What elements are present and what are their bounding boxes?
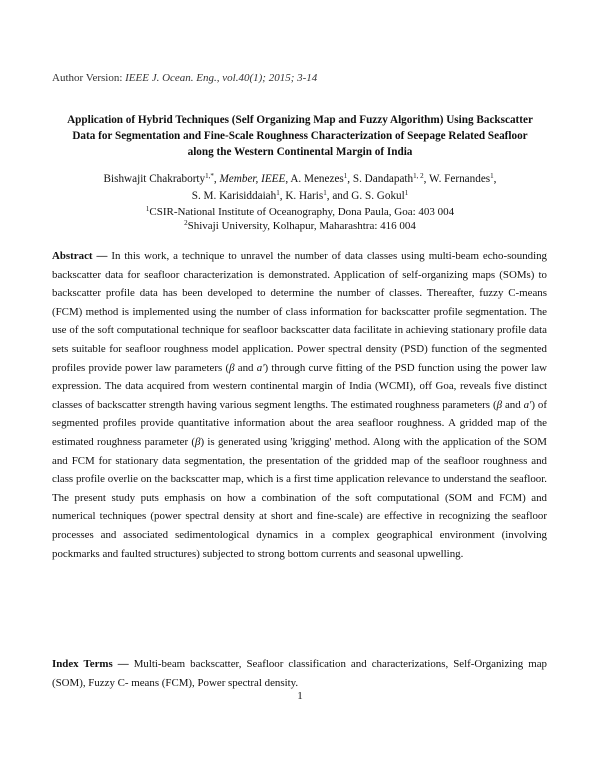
author-sup: 1,* bbox=[205, 172, 214, 180]
author-line-2: S. M. Karisiddaiah$^1$, K. Haris$^1$, and G. S. Gokul$^1$ bbox=[191, 189, 409, 202]
affiliations bbox=[60, 205, 540, 233]
abstract-text: and bbox=[502, 398, 524, 411]
affiliation-text: Shivaji University, Kolhapur, Maharashtra: 416 004 bbox=[187, 220, 416, 232]
title-line-3: along the Western Continental Margin of India bbox=[187, 146, 413, 158]
a-prime-symbol: a' bbox=[256, 361, 265, 374]
author-name: A. Menezes bbox=[290, 173, 344, 185]
abstract bbox=[52, 247, 547, 563]
abstract-text: In this work, a technique to unravel the number of data classes using multi-beam echo-sounding backscatter data for seafloor characterization is demonstrated. Application of self-organizing maps (SOMs) to backscatter profile data has been developed to determine the number of classes. Thereafter, fuzzy C-means (FCM) method is implemented using the number of class information for backscatter profile segmentation. The use of the soft computational technique for seafloor backscatter data facilitate in achieving stationary profile data sets suitable for seafloor roughness model application. Power spectral density (PSD) function of the segmented profiles provide power law parameters ( bbox=[52, 250, 548, 374]
title-line-2: Data for Segmentation and Fine-Scale Roughness Characterization of Seepage Related Seafloor bbox=[72, 130, 528, 142]
index-terms-text: Multi-beam backscatter, Seafloor classification and characterizations, Self-Organizing map (SOM), Fuzzy C- means (FCM), Power spectral density. bbox=[52, 658, 548, 689]
affiliation-1 bbox=[60, 205, 540, 219]
author-line-1: Bishwajit Chakraborty$^{1,*}$, Member, IEEE, A. Menezes$^1$, S. Dandapath$^{1, 2}$, W. Fernandes$^1$, bbox=[103, 172, 497, 185]
index-terms-label: Index Terms — bbox=[52, 658, 129, 670]
paper-title bbox=[40, 112, 560, 160]
a-prime-symbol: a' bbox=[523, 398, 532, 411]
author-name: S. M. Karisiddaiah bbox=[191, 190, 277, 202]
affiliation-sup: 2 bbox=[184, 219, 188, 227]
author-version-line bbox=[52, 72, 317, 84]
abstract-text: and bbox=[234, 361, 257, 374]
author-name: K. Haris bbox=[285, 190, 324, 202]
affiliation-2 bbox=[60, 219, 540, 233]
author-version-prefix: Author Version: bbox=[52, 72, 126, 84]
author-sup: 1, 2 bbox=[413, 172, 424, 180]
journal-citation: IEEE J. Ocean. Eng., vol.40(1); 2015; 3-14 bbox=[125, 72, 318, 84]
affiliation-text: CSIR-National Institute of Oceanography, Dona Paula, Goa: 403 004 bbox=[149, 206, 455, 218]
author-sup: 1 bbox=[323, 189, 327, 197]
author-name: G. S. Gokul bbox=[351, 190, 405, 202]
author-sup: 1 bbox=[490, 172, 494, 180]
author-name: S. Dandapath bbox=[352, 173, 414, 185]
affiliation-sup: 1 bbox=[145, 205, 150, 213]
author-sup: 1 bbox=[343, 172, 348, 180]
abstract-text: ) of segmented profiles provide quantitative information about the area seafloor roughness. A gridded map of the estimated roughness parameter ( bbox=[52, 398, 547, 448]
index-terms bbox=[52, 655, 547, 692]
abstract-text: ) through curve fitting of the PSD function using the power law expression. The data acquired from western continental margin of India (WCMI), off Goa, reveals five distinct classes of backscatter strength having various segment lengths. The estimated roughness parameters ( bbox=[52, 361, 548, 411]
author-sup: 1 bbox=[276, 189, 280, 197]
author-sup: 1 bbox=[404, 189, 409, 197]
beta-symbol: β bbox=[496, 398, 503, 411]
author-name: W. Fernandes bbox=[429, 173, 491, 185]
abstract-label: Abstract — bbox=[52, 250, 108, 262]
beta-symbol: β bbox=[195, 435, 201, 448]
title-line-1: Application of Hybrid Techniques (Self Organizing Map and Fuzzy Algorithm) Using Backscatter bbox=[67, 114, 533, 126]
beta-symbol: β bbox=[229, 361, 235, 374]
author-list bbox=[60, 171, 540, 205]
author-role: Member, IEEE bbox=[219, 173, 286, 185]
abstract-text: ) is generated using 'krigging' method. Along with the application of the SOM and FCM for stationary data segmentation, the presentation of the gridded map of the seafloor roughness and class profile overlie on the backscatter map, which is a first time application relevance to understand the seafloor. The present study puts emphasis on how a combination of the soft computational (SOM and FCM) and numerical techniques (power spectral density at short and fine-scale) are effective in recognizing the seafloor processes and associated sedimentological dynamics in a complex geographical environment (involving pockmarks and faulted structures) subjected to strong bottom currents and seasonal upwelling. bbox=[52, 435, 547, 560]
page-number: 1 bbox=[297, 690, 303, 702]
author-name: Bishwajit Chakraborty bbox=[103, 173, 206, 185]
